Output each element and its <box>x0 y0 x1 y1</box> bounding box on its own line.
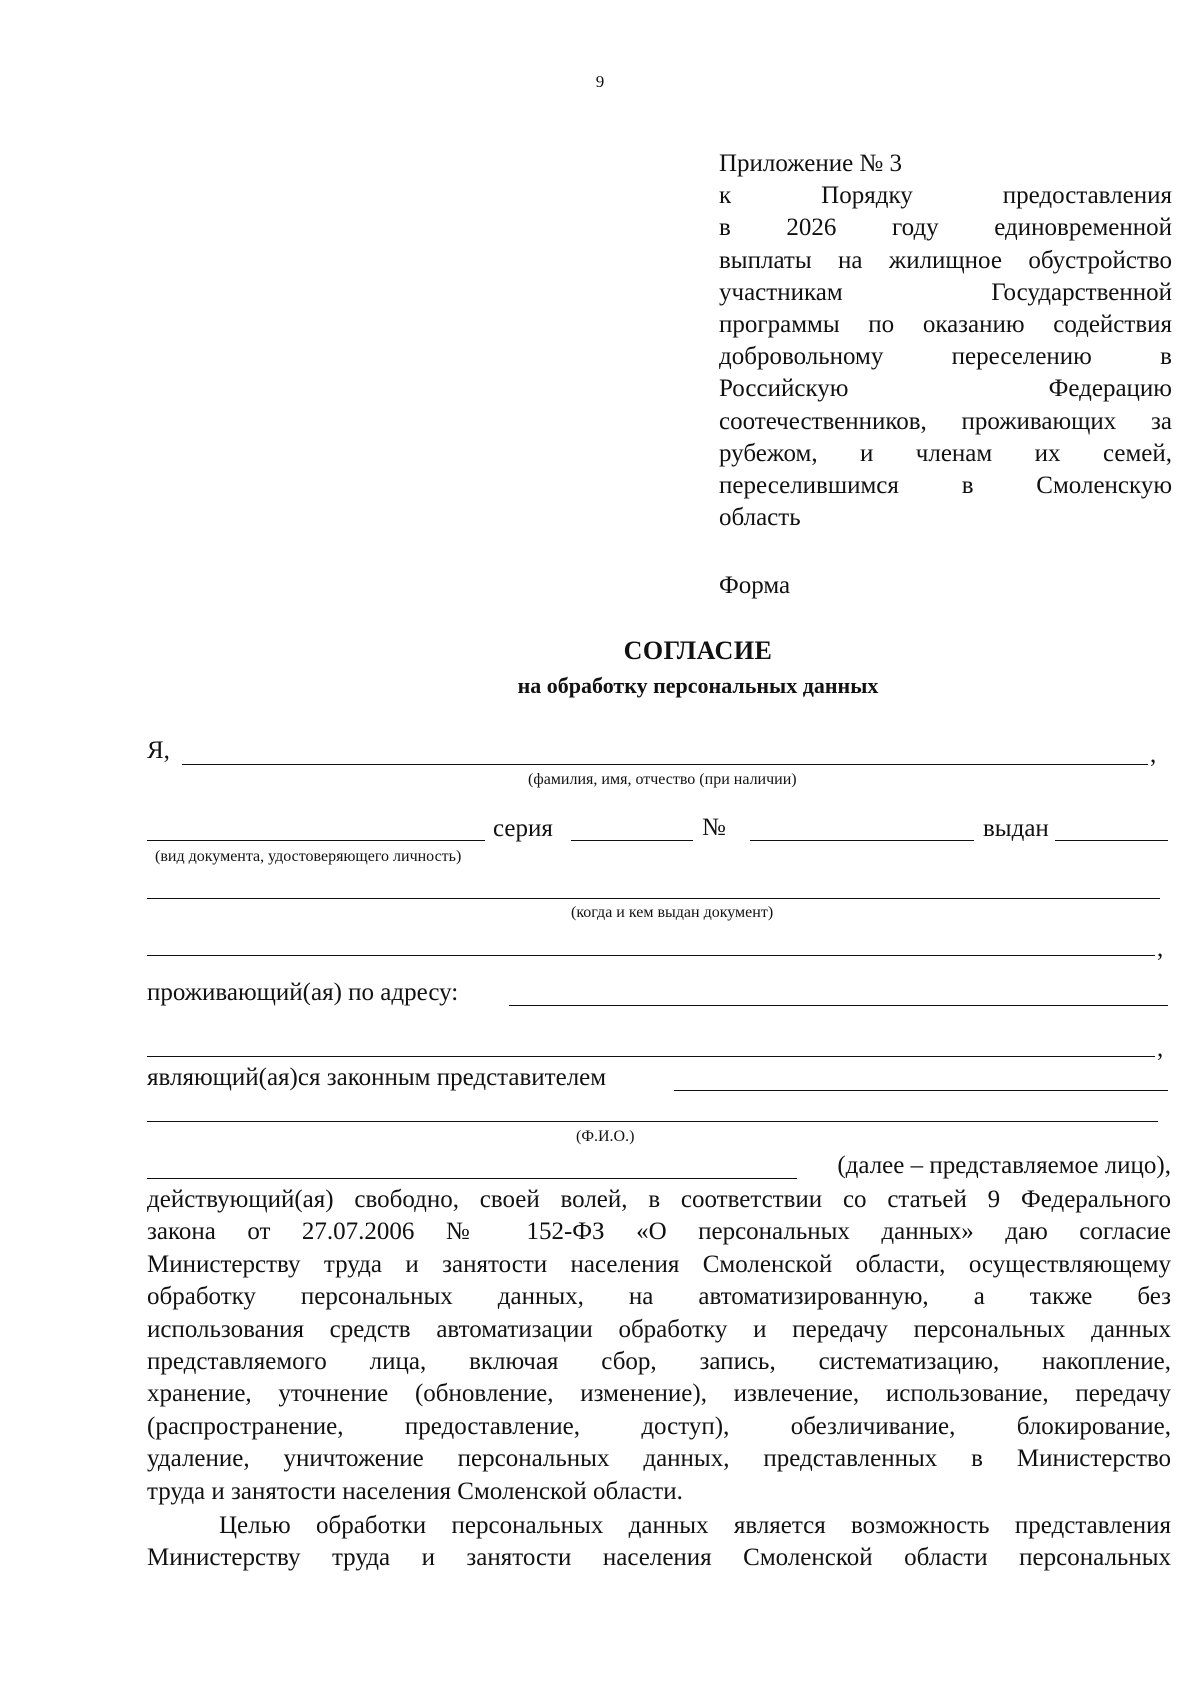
annex-block <box>719 148 1172 534</box>
annex-line: участникам Государственной <box>719 278 1172 306</box>
series-field[interactable] <box>571 840 693 841</box>
issued-by-field-continued[interactable] <box>147 955 1155 956</box>
annex-line: переселившимся в Смоленскую <box>719 472 1172 500</box>
issued-by-hint: (когда и кем выдан документ) <box>571 904 774 921</box>
page-number: 9 <box>595 72 605 91</box>
paragraph-line: Целью обработки персональных данных является возможность представления <box>219 1512 1171 1539</box>
address-label: проживающий(ая) по адресу: <box>147 979 459 1006</box>
document-subtitle: на обработку персональных данных <box>517 673 879 698</box>
number-label: № <box>702 814 726 841</box>
representative-label: являющий(ая)ся законным представителем <box>147 1064 607 1091</box>
consent-paragraph <box>147 1184 1171 1508</box>
paragraph-line: использования средств автоматизации обработку и передачу персональных данных <box>147 1315 1171 1343</box>
paragraph-line: представляемого лица, включая сбор, запись, систематизацию, накопление, <box>147 1348 1171 1376</box>
annex-line: область <box>719 504 801 532</box>
paragraph-line: действующий(ая) свободно, своей волей, в соответствии со статьей 9 Федерального <box>147 1186 1171 1213</box>
comma: , <box>1157 935 1164 962</box>
rep-fio-hint: (Ф.И.О.) <box>576 1128 635 1145</box>
annex-line: рубежом, и членам их семей, <box>719 439 1172 467</box>
purpose-paragraph <box>147 1510 1171 1575</box>
represented-person-field[interactable] <box>147 1178 797 1179</box>
annex-line: к Порядку предоставления <box>719 182 1172 210</box>
doc-type-hint: (вид документа, удостоверяющего личность) <box>155 848 462 865</box>
paragraph-line: Министерству труда и занятости населения Смоленской области персональных <box>147 1544 1171 1572</box>
representative-field[interactable] <box>674 1090 1168 1091</box>
annex-line: выплаты на жилищное обустройство <box>719 246 1172 274</box>
annex-line: в 2026 году единовременной <box>719 214 1172 242</box>
annex-line: соотечественников, проживающих за <box>719 407 1172 435</box>
annex-line: добровольному переселению в <box>719 343 1172 371</box>
series-label: серия <box>493 815 553 842</box>
paragraph-line: закона от 27.07.2006 № 152-ФЗ «О персональных данных» даю согласие <box>147 1218 1171 1246</box>
annex-line: Приложение № 3 <box>719 150 903 177</box>
address-field-continued[interactable] <box>147 1056 1155 1057</box>
paragraph-line: удаление, уничтожение персональных данных, представленных в Министерство <box>147 1445 1171 1473</box>
comma: , <box>1157 1035 1164 1062</box>
paragraph-line: труда и занятости населения Смоленской области. <box>147 1477 683 1505</box>
issued-field[interactable] <box>1055 840 1168 841</box>
doc-type-field[interactable] <box>147 840 485 841</box>
i-label: Я, <box>147 737 170 764</box>
paragraph-line: обработку персональных данных, на автоматизированную, а также без <box>147 1283 1171 1311</box>
paragraph-line: (распространение, предоставление, доступ), обезличивание, блокирование, <box>147 1412 1171 1440</box>
represented-person-note: (далее – представляемое лицо), <box>837 1152 1171 1179</box>
annex-line: программы по оказанию содействия <box>719 311 1172 339</box>
annex-line: Российскую Федерацию <box>719 375 1172 403</box>
fio-field[interactable] <box>182 764 1148 765</box>
form-label: Форма <box>719 572 791 599</box>
issued-by-field[interactable] <box>147 898 1160 899</box>
issued-label: выдан <box>983 815 1049 842</box>
comma: , <box>1150 741 1157 768</box>
document-title: СОГЛАСИЕ <box>623 636 773 665</box>
paragraph-line: хранение, уточнение (обновление, изменение), извлечение, использование, передачу <box>147 1380 1171 1408</box>
address-field[interactable] <box>509 1005 1168 1006</box>
number-field[interactable] <box>750 840 974 841</box>
fio-hint: (фамилия, имя, отчество (при наличии) <box>528 771 797 788</box>
paragraph-line: Министерству труда и занятости населения Смоленской области, осуществляющему <box>147 1250 1171 1278</box>
rep-fio-field[interactable] <box>147 1121 1158 1122</box>
